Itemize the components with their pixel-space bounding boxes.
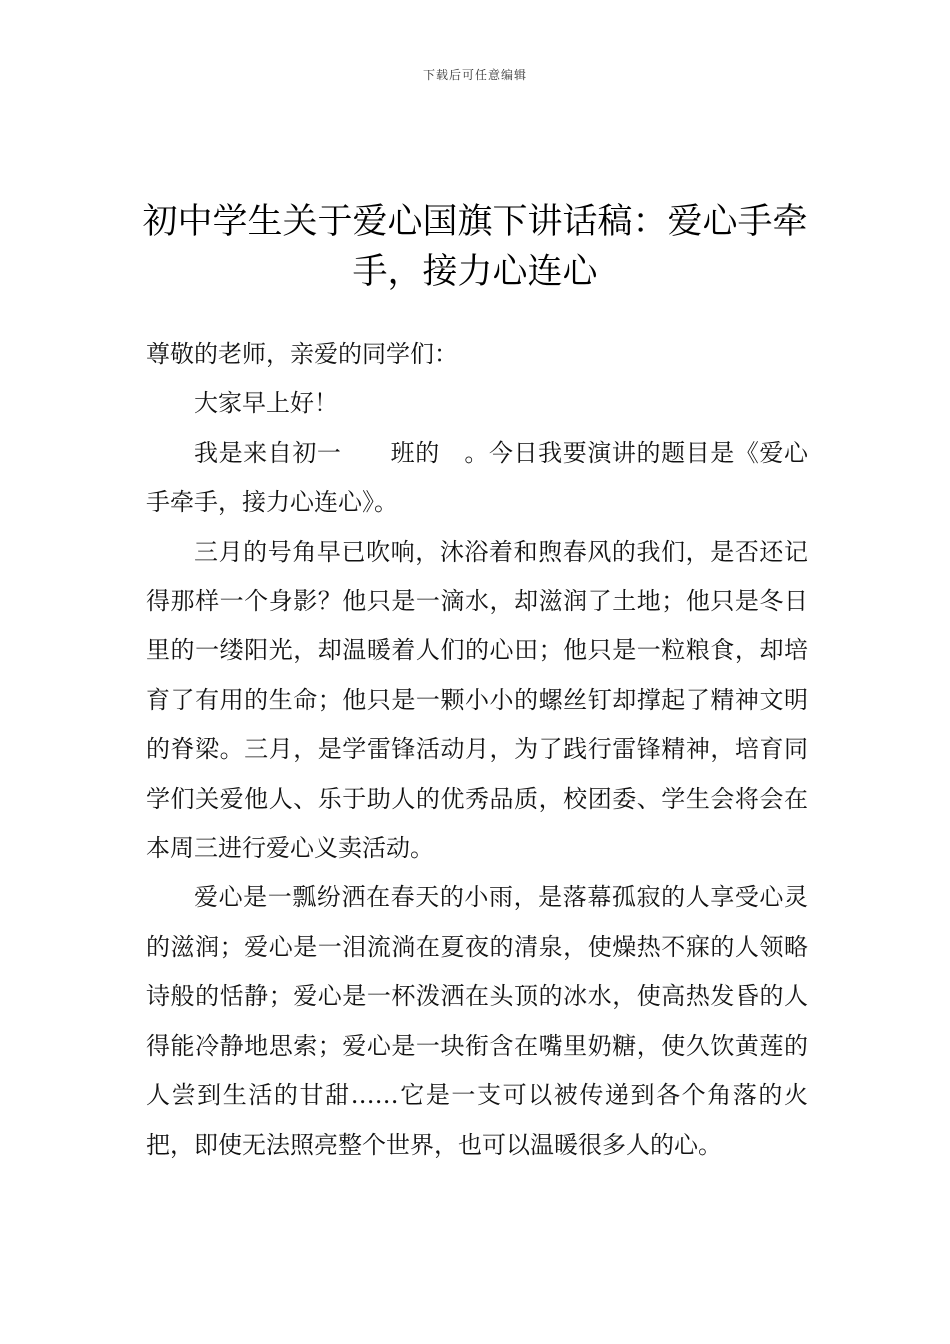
paragraph-march: 三月的号角早已吹响，沐浴着和煦春风的我们，是否还记得那样一个身影？他只是一滴水，却滋润了土地；他只是冬日里的一缕阳光，却温暖着人们的心田；他只是一粒粮食，却培育了有用的生命；他只是一颗小小的螺丝钉却撑起了精神文明的脊梁。三月，是学雷锋活动月，为了践行雷锋精神，培育同学们关爱他人、乐于助人的优秀品质，校团委、学生会将会在本周三进行爱心义卖活动。 (146, 537, 808, 863)
salutation: 尊敬的老师，亲爱的同学们： (146, 340, 458, 368)
header-note: 下载后可任意编辑 (422, 68, 527, 82)
paragraph-greeting: 大家早上好！ (194, 389, 338, 418)
paragraph-intro: 我是来自初一 班的 。今日我要演讲的题目是《爱心手牵手，接力心连心》。 (146, 438, 808, 517)
document-title: 初中学生关于爱心国旗下讲话稿：爱心手牵手，接力心连心 (142, 202, 808, 293)
document-body (146, 330, 808, 1170)
paragraph-love: 爱心是一瓢纷洒在春天的小雨，是落幕孤寂的人享受心灵的滋润；爱心是一泪流淌在夏夜的清泉，使燥热不寐的人领略诗般的恬静；爱心是一杯泼洒在头顶的冰水，使高热发昏的人得能冷静地思索；爱心是一块衔含在嘴里奶糖，使久饮黄莲的人尝到生活的甘甜……它是一支可以被传递到各个角落的火把，即使无法照亮整个世界，也可以温暖很多人的心。 (146, 883, 808, 1159)
